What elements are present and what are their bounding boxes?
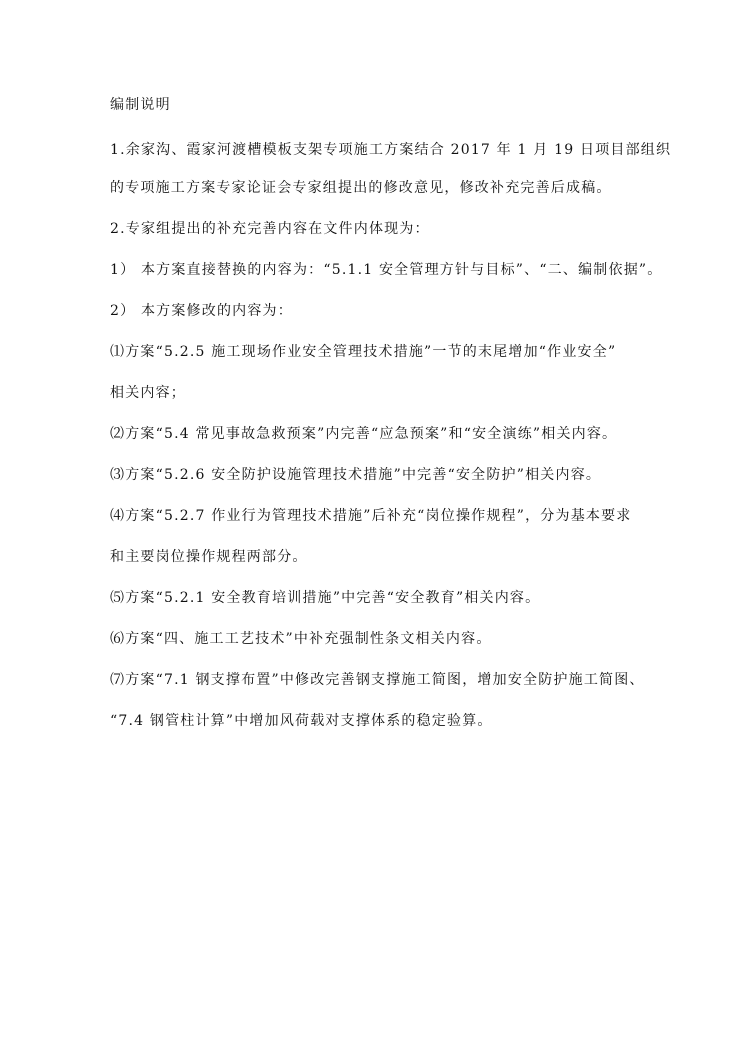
paragraph-line: 2.专家组提出的补充完善内容在文件内体现为： [110,221,430,237]
paragraph-line: 1.余家沟、霞家河渡槽模板支架专项施工方案结合 2017 年 1 月 19 日项目部组织 [110,142,672,158]
paragraph-line: 和主要岗位操作规程两部分。 [110,549,308,565]
paragraph-line: ⑴方案“5.2.5 施工现场作业安全管理技术措施”一节的末尾增加“作业安全” [110,344,617,360]
paragraph-line: ⑶方案“5.2.6 安全防护设施管理技术措施”中完善“安全防护”相关内容。 [110,467,602,483]
paragraph-line: 2） 本方案修改的内容为： [110,303,293,319]
paragraph-line: “7.4 钢管柱计算”中增加风荷载对支撑体系的稳定验算。 [110,713,493,729]
paragraph-line: ⑷方案“5.2.7 作业行为管理技术措施”后补充“岗位操作规程”，分为基本要求 [110,508,632,524]
paragraph-line: ⑹方案“四、施工工艺技术”中补充强制性条文相关内容。 [110,631,492,647]
document-heading: 编制说明 [110,97,171,113]
paragraph-line: 1） 本方案直接替换的内容为：“5.1.1 安全管理方针与目标”、“二、编制依据”。 [110,262,663,278]
paragraph-line: ⑺方案“7.1 钢支撑布置”中修改完善钢支撑施工简图，增加安全防护施工简图、 [110,672,645,688]
paragraph-line: ⑵方案“5.4 常见事故急救预案”内完善“应急预案”和“安全演练”相关内容。 [110,426,618,442]
paragraph-line: ⑸方案“5.2.1 安全教育培训措施”中完善“安全教育”相关内容。 [110,590,541,606]
paragraph-line: 相关内容； [110,385,186,401]
paragraph-line: 的专项施工方案专家论证会专家组提出的修改意见，修改补充完善后成稿。 [110,180,612,196]
